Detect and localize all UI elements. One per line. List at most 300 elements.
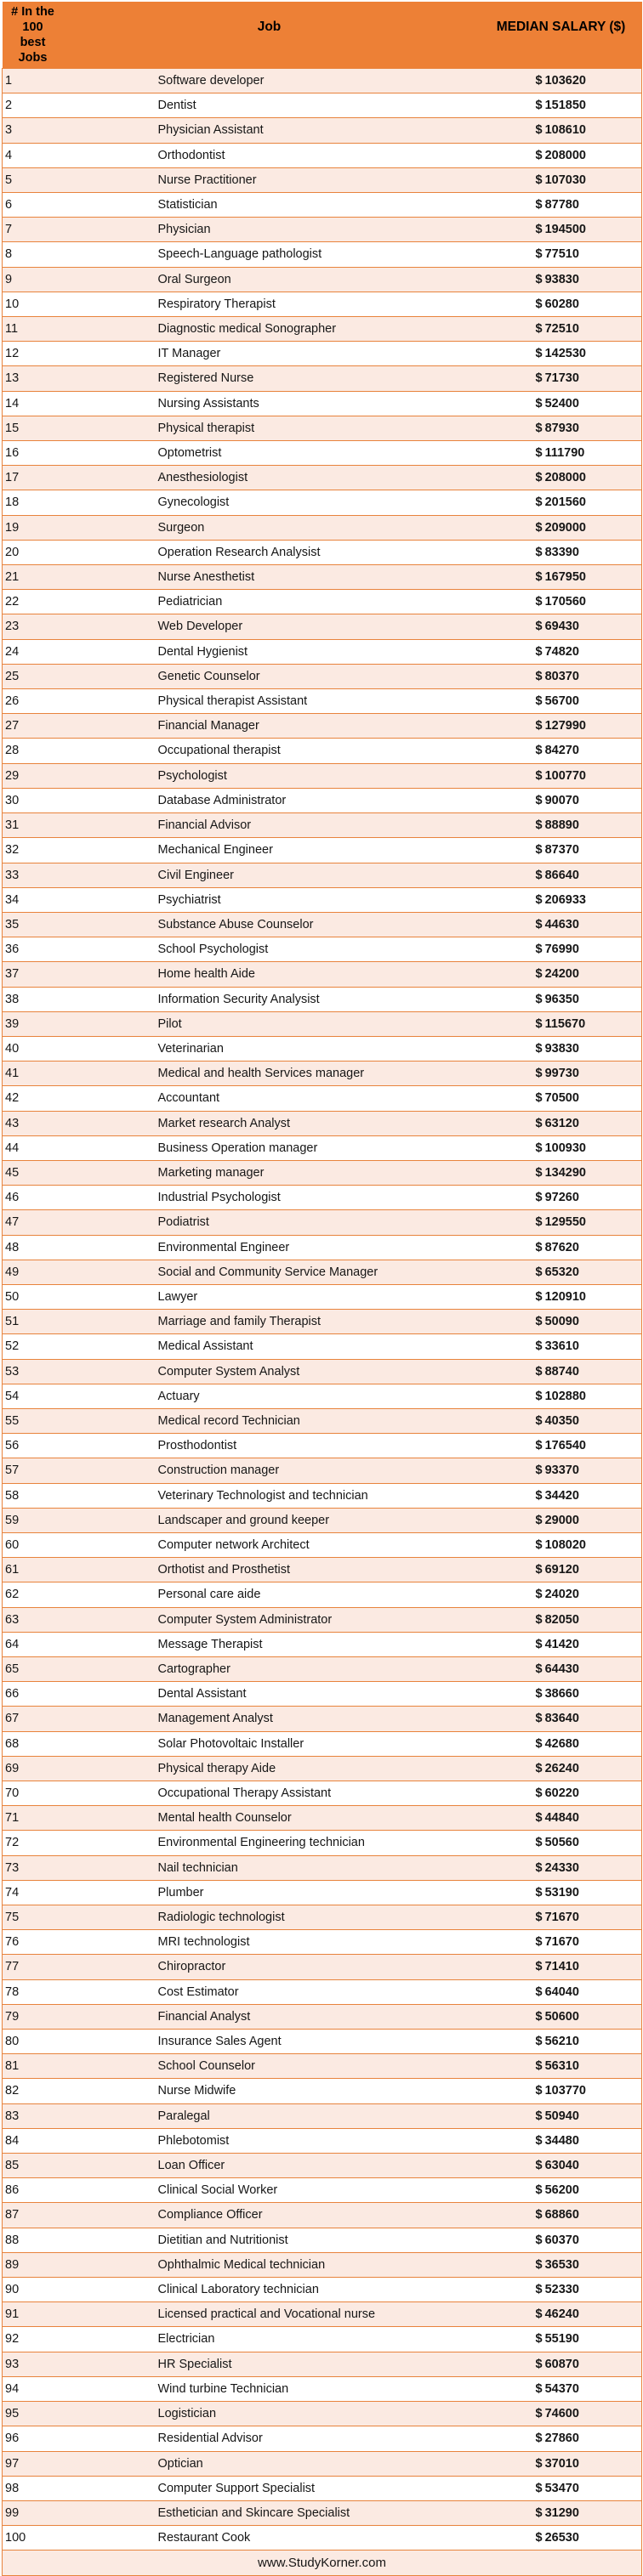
currency-symbol: $ bbox=[535, 247, 543, 262]
currency-symbol: $ bbox=[535, 2035, 543, 2049]
table-row bbox=[3, 2079, 642, 2103]
cell-job-title: Medical and health Services manager bbox=[59, 1062, 481, 1086]
cell-job-title: Restaurant Cook bbox=[59, 2526, 481, 2551]
cell-job-title: Software developer bbox=[59, 69, 481, 93]
table-row bbox=[3, 2030, 642, 2054]
salary-amount: 50940 bbox=[544, 2109, 579, 2123]
table-row bbox=[3, 2426, 642, 2451]
currency-symbol: $ bbox=[535, 1662, 543, 1676]
currency-symbol: $ bbox=[535, 1165, 543, 1180]
table-row bbox=[3, 1657, 642, 1682]
salary-amount: 69120 bbox=[544, 1563, 579, 1577]
column-header-median-salary: MEDIAN SALARY ($) bbox=[481, 2, 642, 69]
table-row bbox=[3, 2154, 642, 2178]
cell-rank: 73 bbox=[3, 1855, 59, 1880]
salary-amount: 127990 bbox=[544, 719, 586, 733]
table-row bbox=[3, 2500, 642, 2525]
currency-symbol: $ bbox=[535, 123, 543, 138]
cell-median-salary bbox=[481, 1235, 642, 1260]
cell-job-title: Message Therapist bbox=[59, 1632, 481, 1656]
table-row bbox=[3, 2352, 642, 2376]
cell-median-salary bbox=[481, 317, 642, 342]
table-row bbox=[3, 763, 642, 788]
cell-median-salary bbox=[481, 342, 642, 366]
table-row bbox=[3, 242, 642, 267]
cell-rank: 88 bbox=[3, 2228, 59, 2252]
cell-median-salary bbox=[481, 1682, 642, 1707]
cell-rank: 14 bbox=[3, 391, 59, 416]
cell-median-salary bbox=[481, 1831, 642, 1855]
currency-symbol: $ bbox=[535, 1488, 543, 1503]
table-row bbox=[3, 1756, 642, 1781]
table-row bbox=[3, 2476, 642, 2500]
cell-median-salary bbox=[481, 739, 642, 763]
cell-job-title: Lawyer bbox=[59, 1284, 481, 1309]
salary-amount: 108020 bbox=[544, 1537, 586, 1552]
cell-median-salary bbox=[481, 590, 642, 614]
salary-amount: 46240 bbox=[544, 2307, 579, 2322]
table-row bbox=[3, 118, 642, 143]
salary-amount: 34480 bbox=[544, 2133, 579, 2148]
cell-job-title: Nurse Practitioner bbox=[59, 167, 481, 192]
cell-rank: 68 bbox=[3, 1731, 59, 1756]
table-row bbox=[3, 1160, 642, 1185]
currency-symbol: $ bbox=[535, 818, 543, 833]
currency-symbol: $ bbox=[535, 322, 543, 337]
cell-rank: 62 bbox=[3, 1582, 59, 1607]
salary-amount: 38660 bbox=[544, 1687, 579, 1701]
cell-median-salary bbox=[481, 614, 642, 639]
cell-job-title: Psychologist bbox=[59, 763, 481, 788]
salary-amount: 102880 bbox=[544, 1389, 586, 1403]
cell-median-salary bbox=[481, 2327, 642, 2352]
table-row bbox=[3, 391, 642, 416]
cell-rank: 70 bbox=[3, 1781, 59, 1806]
currency-symbol: $ bbox=[535, 371, 543, 386]
cell-median-salary bbox=[481, 1880, 642, 1905]
currency-symbol: $ bbox=[535, 198, 543, 212]
column-header-rank-line1: # In the 100 best bbox=[11, 4, 54, 49]
currency-symbol: $ bbox=[535, 1191, 543, 1205]
currency-symbol: $ bbox=[535, 1091, 543, 1106]
cell-median-salary bbox=[481, 2352, 642, 2376]
salary-amount: 50600 bbox=[544, 2009, 579, 2024]
salary-amount: 60280 bbox=[544, 297, 579, 311]
cell-rank: 27 bbox=[3, 714, 59, 739]
cell-rank: 79 bbox=[3, 2004, 59, 2029]
salary-amount: 87930 bbox=[544, 421, 579, 435]
cell-median-salary bbox=[481, 515, 642, 540]
cell-median-salary bbox=[481, 838, 642, 863]
currency-symbol: $ bbox=[535, 495, 543, 510]
table-row bbox=[3, 93, 642, 118]
cell-job-title: Substance Abuse Counselor bbox=[59, 912, 481, 937]
cell-median-salary bbox=[481, 1508, 642, 1532]
table-row bbox=[3, 1210, 642, 1235]
salary-amount: 103770 bbox=[544, 2084, 586, 2098]
cell-job-title: Financial Advisor bbox=[59, 813, 481, 838]
currency-symbol: $ bbox=[535, 843, 543, 858]
currency-symbol: $ bbox=[535, 2481, 543, 2495]
salary-amount: 93830 bbox=[544, 272, 579, 286]
cell-job-title: Respiratory Therapist bbox=[59, 292, 481, 316]
cell-rank: 12 bbox=[3, 342, 59, 366]
salary-amount: 142530 bbox=[544, 347, 586, 361]
cell-rank: 53 bbox=[3, 1359, 59, 1384]
cell-rank: 4 bbox=[3, 143, 59, 167]
cell-rank: 19 bbox=[3, 515, 59, 540]
best-jobs-table bbox=[2, 2, 642, 2576]
salary-amount: 40350 bbox=[544, 1413, 579, 1428]
cell-rank: 9 bbox=[3, 267, 59, 292]
table-row bbox=[3, 2451, 642, 2476]
currency-symbol: $ bbox=[535, 694, 543, 709]
cell-median-salary bbox=[481, 1756, 642, 1781]
table-row bbox=[3, 813, 642, 838]
currency-symbol: $ bbox=[535, 1885, 543, 1899]
cell-median-salary bbox=[481, 1930, 642, 1955]
cell-rank: 72 bbox=[3, 1831, 59, 1855]
salary-amount: 87620 bbox=[544, 1240, 579, 1254]
cell-job-title: Speech-Language pathologist bbox=[59, 242, 481, 267]
cell-median-salary bbox=[481, 2252, 642, 2277]
footer-row bbox=[3, 2551, 642, 2576]
cell-job-title: Market research Analyst bbox=[59, 1111, 481, 1135]
table-row bbox=[3, 739, 642, 763]
cell-rank: 17 bbox=[3, 466, 59, 490]
salary-amount: 93830 bbox=[544, 1041, 579, 1056]
cell-median-salary bbox=[481, 1632, 642, 1656]
salary-amount: 99730 bbox=[544, 1067, 579, 1081]
salary-amount: 88890 bbox=[544, 818, 579, 833]
cell-median-salary bbox=[481, 540, 642, 564]
cell-median-salary bbox=[481, 912, 642, 937]
cell-rank: 16 bbox=[3, 441, 59, 466]
currency-symbol: $ bbox=[535, 1537, 543, 1552]
cell-job-title: HR Specialist bbox=[59, 2352, 481, 2376]
table-row bbox=[3, 962, 642, 987]
cell-job-title: Financial Manager bbox=[59, 714, 481, 739]
cell-job-title: Logistician bbox=[59, 2402, 481, 2426]
cell-job-title: Environmental Engineering technician bbox=[59, 1831, 481, 1855]
salary-amount: 33610 bbox=[544, 1339, 579, 1354]
currency-symbol: $ bbox=[535, 1960, 543, 1974]
cell-rank: 45 bbox=[3, 1160, 59, 1185]
table-row bbox=[3, 2128, 642, 2153]
salary-amount: 24330 bbox=[544, 1860, 579, 1875]
cell-job-title: Anesthesiologist bbox=[59, 466, 481, 490]
cell-median-salary bbox=[481, 292, 642, 316]
currency-symbol: $ bbox=[535, 2307, 543, 2322]
table-row bbox=[3, 1086, 642, 1111]
cell-rank: 67 bbox=[3, 1707, 59, 1731]
cell-rank: 7 bbox=[3, 218, 59, 242]
cell-rank: 6 bbox=[3, 193, 59, 218]
table-row bbox=[3, 2376, 642, 2401]
cell-job-title: Oral Surgeon bbox=[59, 267, 481, 292]
cell-median-salary bbox=[481, 242, 642, 267]
cell-median-salary bbox=[481, 1384, 642, 1408]
cell-job-title: Operation Research Analysist bbox=[59, 540, 481, 564]
cell-job-title: Mental health Counselor bbox=[59, 1806, 481, 1831]
cell-job-title: Phlebotomist bbox=[59, 2128, 481, 2153]
table-row bbox=[3, 887, 642, 912]
salary-amount: 194500 bbox=[544, 223, 586, 237]
cell-job-title: Optometrist bbox=[59, 441, 481, 466]
salary-amount: 100930 bbox=[544, 1141, 586, 1155]
table-row bbox=[3, 1434, 642, 1458]
cell-median-salary bbox=[481, 2426, 642, 2451]
salary-amount: 129550 bbox=[544, 1215, 586, 1230]
table-row bbox=[3, 2302, 642, 2327]
table-row bbox=[3, 863, 642, 887]
table-row bbox=[3, 292, 642, 316]
cell-rank: 57 bbox=[3, 1458, 59, 1483]
salary-amount: 41420 bbox=[544, 1637, 579, 1651]
cell-rank: 75 bbox=[3, 1905, 59, 1930]
table-row bbox=[3, 1905, 642, 1930]
table-row bbox=[3, 1930, 642, 1955]
currency-symbol: $ bbox=[535, 272, 543, 286]
cell-job-title: Ophthalmic Medical technician bbox=[59, 2252, 481, 2277]
cell-median-salary bbox=[481, 1086, 642, 1111]
cell-job-title: School Counselor bbox=[59, 2054, 481, 2079]
currency-symbol: $ bbox=[535, 1464, 543, 1478]
cell-rank: 56 bbox=[3, 1434, 59, 1458]
currency-symbol: $ bbox=[535, 2505, 543, 2520]
salary-amount: 56310 bbox=[544, 2059, 579, 2074]
table-row bbox=[3, 838, 642, 863]
cell-job-title: Cost Estimator bbox=[59, 1979, 481, 2004]
cell-rank: 11 bbox=[3, 317, 59, 342]
salary-amount: 24200 bbox=[544, 967, 579, 982]
cell-rank: 29 bbox=[3, 763, 59, 788]
currency-symbol: $ bbox=[535, 1736, 543, 1751]
salary-amount: 53470 bbox=[544, 2481, 579, 2495]
cell-median-salary bbox=[481, 1111, 642, 1135]
cell-median-salary bbox=[481, 1359, 642, 1384]
table-row bbox=[3, 1186, 642, 1210]
cell-median-salary bbox=[481, 2203, 642, 2228]
salary-amount: 29000 bbox=[544, 1513, 579, 1527]
salary-amount: 60870 bbox=[544, 2357, 579, 2371]
cell-job-title: Nurse Midwife bbox=[59, 2079, 481, 2103]
salary-amount: 27860 bbox=[544, 2432, 579, 2446]
cell-rank: 31 bbox=[3, 813, 59, 838]
cell-job-title: Physical therapy Aide bbox=[59, 1756, 481, 1781]
table-row bbox=[3, 1458, 642, 1483]
cell-rank: 55 bbox=[3, 1408, 59, 1433]
currency-symbol: $ bbox=[535, 1588, 543, 1602]
cell-median-salary bbox=[481, 1707, 642, 1731]
table-row bbox=[3, 366, 642, 391]
currency-symbol: $ bbox=[535, 2531, 543, 2545]
cell-rank: 92 bbox=[3, 2327, 59, 2352]
table-row bbox=[3, 416, 642, 440]
currency-symbol: $ bbox=[535, 1811, 543, 1826]
cell-median-salary bbox=[481, 267, 642, 292]
column-header-job: Job bbox=[59, 2, 481, 69]
cell-job-title: Medical record Technician bbox=[59, 1408, 481, 1433]
salary-amount: 53190 bbox=[544, 1885, 579, 1899]
currency-symbol: $ bbox=[535, 1761, 543, 1775]
salary-amount: 108610 bbox=[544, 123, 586, 138]
salary-amount: 69430 bbox=[544, 620, 579, 634]
cell-rank: 8 bbox=[3, 242, 59, 267]
cell-median-salary bbox=[481, 987, 642, 1011]
cell-rank: 94 bbox=[3, 2376, 59, 2401]
salary-amount: 37010 bbox=[544, 2456, 579, 2471]
cell-job-title: Clinical Social Worker bbox=[59, 2178, 481, 2203]
cell-rank: 49 bbox=[3, 1260, 59, 1284]
currency-symbol: $ bbox=[535, 223, 543, 237]
cell-rank: 66 bbox=[3, 1682, 59, 1707]
currency-symbol: $ bbox=[535, 2084, 543, 2098]
cell-median-salary bbox=[481, 1160, 642, 1185]
table-row bbox=[3, 664, 642, 688]
cell-median-salary bbox=[481, 2376, 642, 2401]
cell-rank: 74 bbox=[3, 1880, 59, 1905]
cell-job-title: Personal care aide bbox=[59, 1582, 481, 1607]
cell-rank: 24 bbox=[3, 639, 59, 664]
currency-symbol: $ bbox=[535, 2233, 543, 2247]
cell-median-salary bbox=[481, 391, 642, 416]
salary-amount: 71730 bbox=[544, 371, 579, 386]
cell-rank: 23 bbox=[3, 614, 59, 639]
cell-median-salary bbox=[481, 1011, 642, 1036]
cell-job-title: Registered Nurse bbox=[59, 366, 481, 391]
cell-job-title: Civil Engineer bbox=[59, 863, 481, 887]
cell-rank: 50 bbox=[3, 1284, 59, 1309]
cell-rank: 90 bbox=[3, 2278, 59, 2302]
cell-rank: 43 bbox=[3, 1111, 59, 1135]
currency-symbol: $ bbox=[535, 74, 543, 88]
cell-median-salary bbox=[481, 664, 642, 688]
table-row bbox=[3, 441, 642, 466]
currency-symbol: $ bbox=[535, 892, 543, 907]
currency-symbol: $ bbox=[535, 99, 543, 113]
cell-rank: 96 bbox=[3, 2426, 59, 2451]
table-row bbox=[3, 714, 642, 739]
cell-median-salary bbox=[481, 1334, 642, 1359]
table-row bbox=[3, 2327, 642, 2352]
cell-job-title: Optician bbox=[59, 2451, 481, 2476]
currency-symbol: $ bbox=[535, 768, 543, 783]
salary-amount: 34420 bbox=[544, 1488, 579, 1503]
cell-job-title: Compliance Officer bbox=[59, 2203, 481, 2228]
cell-job-title: Nursing Assistants bbox=[59, 391, 481, 416]
table-row bbox=[3, 937, 642, 962]
salary-amount: 74600 bbox=[544, 2407, 579, 2421]
cell-rank: 58 bbox=[3, 1483, 59, 1508]
cell-median-salary bbox=[481, 863, 642, 887]
table-footer bbox=[3, 2551, 642, 2576]
cell-rank: 10 bbox=[3, 292, 59, 316]
table-row bbox=[3, 2228, 642, 2252]
currency-symbol: $ bbox=[535, 1687, 543, 1701]
currency-symbol: $ bbox=[535, 744, 543, 758]
cell-median-salary bbox=[481, 143, 642, 167]
cell-job-title: Industrial Psychologist bbox=[59, 1186, 481, 1210]
table-row bbox=[3, 1334, 642, 1359]
cell-job-title: Diagnostic medical Sonographer bbox=[59, 317, 481, 342]
table-row bbox=[3, 515, 642, 540]
cell-median-salary bbox=[481, 2228, 642, 2252]
cell-rank: 1 bbox=[3, 69, 59, 93]
cell-rank: 84 bbox=[3, 2128, 59, 2153]
cell-median-salary bbox=[481, 813, 642, 838]
currency-symbol: $ bbox=[535, 669, 543, 683]
cell-rank: 33 bbox=[3, 863, 59, 887]
cell-median-salary bbox=[481, 2079, 642, 2103]
table-row bbox=[3, 1483, 642, 1508]
salary-amount: 83640 bbox=[544, 1712, 579, 1726]
currency-symbol: $ bbox=[535, 1265, 543, 1279]
cell-rank: 51 bbox=[3, 1310, 59, 1334]
cell-rank: 81 bbox=[3, 2054, 59, 2079]
currency-symbol: $ bbox=[535, 148, 543, 162]
currency-symbol: $ bbox=[535, 595, 543, 609]
salary-amount: 96350 bbox=[544, 992, 579, 1006]
table-row bbox=[3, 1384, 642, 1408]
cell-job-title: Dental Hygienist bbox=[59, 639, 481, 664]
currency-symbol: $ bbox=[535, 2183, 543, 2198]
cell-median-salary bbox=[481, 2178, 642, 2203]
cell-rank: 91 bbox=[3, 2302, 59, 2327]
currency-symbol: $ bbox=[535, 1836, 543, 1850]
salary-amount: 83390 bbox=[544, 545, 579, 559]
currency-symbol: $ bbox=[535, 1860, 543, 1875]
salary-amount: 88740 bbox=[544, 1364, 579, 1379]
cell-median-salary bbox=[481, 1186, 642, 1210]
table-row bbox=[3, 639, 642, 664]
cell-job-title: Statistician bbox=[59, 193, 481, 218]
currency-symbol: $ bbox=[535, 1016, 543, 1031]
table-row bbox=[3, 1036, 642, 1061]
cell-job-title: Occupational Therapy Assistant bbox=[59, 1781, 481, 1806]
cell-job-title: Plumber bbox=[59, 1880, 481, 1905]
salary-amount: 56210 bbox=[544, 2035, 579, 2049]
cell-median-salary bbox=[481, 2128, 642, 2153]
cell-median-salary bbox=[481, 466, 642, 490]
salary-amount: 77510 bbox=[544, 247, 579, 262]
cell-job-title: Mechanical Engineer bbox=[59, 838, 481, 863]
table-body bbox=[3, 69, 642, 2551]
cell-job-title: Residential Advisor bbox=[59, 2426, 481, 2451]
cell-rank: 35 bbox=[3, 912, 59, 937]
salary-amount: 42680 bbox=[544, 1736, 579, 1751]
cell-rank: 83 bbox=[3, 2103, 59, 2128]
currency-symbol: $ bbox=[535, 570, 543, 585]
cell-median-salary bbox=[481, 1979, 642, 2004]
cell-median-salary bbox=[481, 887, 642, 912]
cell-median-salary bbox=[481, 1607, 642, 1632]
currency-symbol: $ bbox=[535, 793, 543, 807]
currency-symbol: $ bbox=[535, 2133, 543, 2148]
currency-symbol: $ bbox=[535, 1712, 543, 1726]
cell-rank: 99 bbox=[3, 2500, 59, 2525]
cell-job-title: Computer network Architect bbox=[59, 1532, 481, 1557]
cell-median-salary bbox=[481, 689, 642, 714]
cell-job-title: Veterinary Technologist and technician bbox=[59, 1483, 481, 1508]
cell-median-salary bbox=[481, 2154, 642, 2178]
table-row bbox=[3, 1582, 642, 1607]
salary-amount: 76990 bbox=[544, 943, 579, 957]
cell-job-title: Pediatrician bbox=[59, 590, 481, 614]
cell-median-salary bbox=[481, 1284, 642, 1309]
table-row bbox=[3, 218, 642, 242]
currency-symbol: $ bbox=[535, 396, 543, 410]
